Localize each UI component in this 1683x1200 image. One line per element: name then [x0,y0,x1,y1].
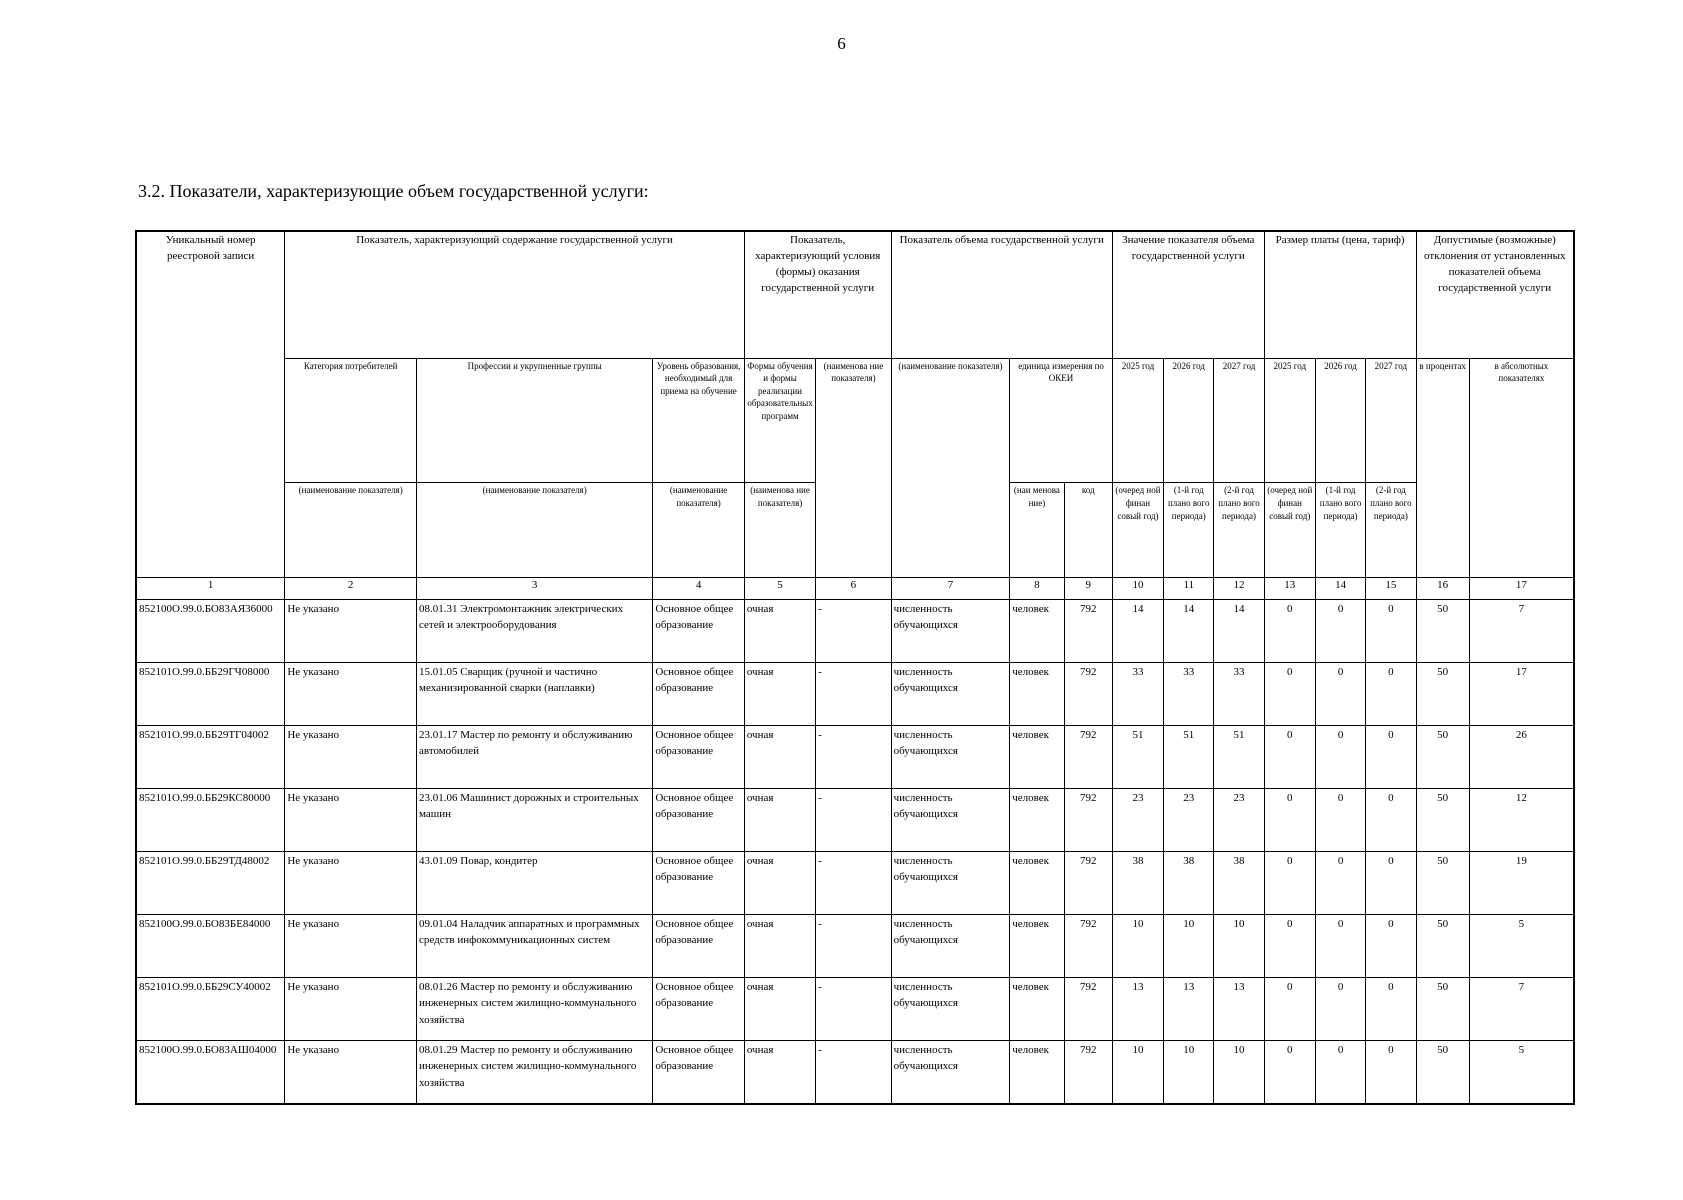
condition-value-cell: - [816,599,891,662]
column-number: 14 [1315,577,1365,599]
value-2026-cell: 10 [1164,1040,1214,1104]
table-row [136,599,1574,662]
column-number: 10 [1112,577,1163,599]
fee-2025-cell: 0 [1264,914,1315,977]
unit-code-cell: 792 [1064,977,1112,1040]
column-number: 11 [1164,577,1214,599]
profession-cell: 08.01.29 Мастер по ремонту и обслуживанию инженерных систем жилищно-коммунального хозяйства [417,1040,653,1104]
value-2027-cell: 51 [1214,725,1264,788]
fee-2027-cell: 0 [1366,977,1416,1040]
deviation-percent-cell: 50 [1416,1040,1469,1104]
fee-2027-cell: 0 [1366,851,1416,914]
indicator-name-cell: численность обучающихся [891,788,1010,851]
column-number: 16 [1416,577,1469,599]
registry-number-cell: 852101О.99.0.ББ29ТД48002 [136,851,285,914]
unit-name-cell: человек [1010,662,1064,725]
category-cell: Не указано [285,788,417,851]
education-level-cell: Основное общее образование [653,599,745,662]
condition-value-cell: - [816,1040,891,1104]
value-2027-cell: 33 [1214,662,1264,725]
header-indicator-value: Значение показателя объема государственной услуги [1112,231,1264,358]
fee-2025-cell: 0 [1264,851,1315,914]
value-2026-cell: 10 [1164,914,1214,977]
registry-number-cell: 852100О.99.0.БО83БЕ84000 [136,914,285,977]
indicator-name-cell: численность обучающихся [891,1040,1010,1104]
subheader-year-2027-fee: 2027 год [1366,358,1416,482]
header-registry-number: Уникальный номер реестровой записи [136,231,285,577]
value-2027-cell: 23 [1214,788,1264,851]
deviation-absolute-cell: 7 [1469,599,1574,662]
deviation-percent-cell: 50 [1416,851,1469,914]
deviation-absolute-cell: 26 [1469,725,1574,788]
header-deviations: Допустимые (возможные) отклонения от установленных показателей объема государственной услуги [1416,231,1574,358]
subheader-period-1-fee: (очеред ной финан совый год) [1264,482,1315,577]
column-number: 13 [1264,577,1315,599]
category-cell: Не указано [285,914,417,977]
page-number: 6 [837,34,846,53]
unit-code-cell: 792 [1064,914,1112,977]
category-cell: Не указано [285,599,417,662]
column-number: 8 [1010,577,1064,599]
value-2027-cell: 13 [1214,977,1264,1040]
subheader-name-6: (наименова ние показателя) [816,358,891,577]
table-row [136,788,1574,851]
subheader-profession: Профессии и укрупненные группы [417,358,653,482]
fee-2027-cell: 0 [1366,914,1416,977]
column-number: 3 [417,577,653,599]
subheader-level: Уровень образования, необходимый для приема на обучение [653,358,745,482]
condition-value-cell: - [816,851,891,914]
table-row [136,662,1574,725]
registry-number-cell: 852101О.99.0.ББ29ГЧ08000 [136,662,285,725]
fee-2026-cell: 0 [1315,788,1365,851]
fee-2026-cell: 0 [1315,662,1365,725]
education-level-cell: Основное общее образование [653,914,745,977]
subheader-code: код [1064,482,1112,577]
condition-value-cell: - [816,914,891,977]
unit-name-cell: человек [1010,599,1064,662]
fee-2026-cell: 0 [1315,1040,1365,1104]
value-2027-cell: 10 [1214,1040,1264,1104]
deviation-absolute-cell: 7 [1469,977,1574,1040]
value-2025-cell: 10 [1112,1040,1163,1104]
deviation-percent-cell: 50 [1416,914,1469,977]
table-row [136,1040,1574,1104]
profession-cell: 23.01.06 Машинист дорожных и строительных машин [417,788,653,851]
registry-number-cell: 852101О.99.0.ББ29КС80000 [136,788,285,851]
header-volume-indicator: Показатель объема государственной услуги [891,231,1112,358]
subheader-name-3: (наименование показателя) [417,482,653,577]
column-number: 4 [653,577,745,599]
fee-2025-cell: 0 [1264,725,1315,788]
deviation-percent-cell: 50 [1416,662,1469,725]
unit-code-cell: 792 [1064,1040,1112,1104]
fee-2025-cell: 0 [1264,788,1315,851]
study-form-cell: очная [744,851,815,914]
subheader-year-2026-fee: 2026 год [1315,358,1365,482]
unit-code-cell: 792 [1064,662,1112,725]
fee-2027-cell: 0 [1366,725,1416,788]
unit-code-cell: 792 [1064,788,1112,851]
value-2027-cell: 38 [1214,851,1264,914]
table-body [136,599,1574,1104]
category-cell: Не указано [285,725,417,788]
study-form-cell: очная [744,788,815,851]
column-number: 9 [1064,577,1112,599]
subheader-name-2: (наименование показателя) [285,482,417,577]
condition-value-cell: - [816,662,891,725]
table-row [136,725,1574,788]
deviation-percent-cell: 50 [1416,788,1469,851]
deviation-absolute-cell: 17 [1469,662,1574,725]
study-form-cell: очная [744,599,815,662]
fee-2026-cell: 0 [1315,725,1365,788]
registry-number-cell: 852100О.99.0.БО83АЯ36000 [136,599,285,662]
header-fee: Размер платы (цена, тариф) [1264,231,1416,358]
category-cell: Не указано [285,977,417,1040]
subheader-category: Категория потребителей [285,358,417,482]
education-level-cell: Основное общее образование [653,977,745,1040]
value-2025-cell: 23 [1112,788,1163,851]
value-2025-cell: 14 [1112,599,1163,662]
unit-name-cell: человек [1010,914,1064,977]
subheader-year-2025-value: 2025 год [1112,358,1163,482]
value-2025-cell: 10 [1112,914,1163,977]
subheader-period-1-value: (очеред ной финан совый год) [1112,482,1163,577]
category-cell: Не указано [285,851,417,914]
education-level-cell: Основное общее образование [653,851,745,914]
column-number: 15 [1366,577,1416,599]
column-number: 5 [744,577,815,599]
subheader-period-2-value: (1-й год плано вого периода) [1164,482,1214,577]
value-2027-cell: 10 [1214,914,1264,977]
indicator-name-cell: численность обучающихся [891,725,1010,788]
deviation-percent-cell: 50 [1416,725,1469,788]
subheader-name-4: (наименование показателя) [653,482,745,577]
profession-cell: 15.01.05 Сварщик (ручной и частично механизированной сварки (наплавки) [417,662,653,725]
indicator-name-cell: численность обучающихся [891,914,1010,977]
deviation-absolute-cell: 19 [1469,851,1574,914]
subheader-unit-name: (наи менова ние) [1010,482,1064,577]
deviation-absolute-cell: 5 [1469,914,1574,977]
column-number: 17 [1469,577,1574,599]
unit-code-cell: 792 [1064,725,1112,788]
category-cell: Не указано [285,662,417,725]
deviation-percent-cell: 50 [1416,977,1469,1040]
table-row [136,977,1574,1040]
column-number: 12 [1214,577,1264,599]
table-row [136,914,1574,977]
value-2025-cell: 38 [1112,851,1163,914]
study-form-cell: очная [744,725,815,788]
subheader-year-2025-fee: 2025 год [1264,358,1315,482]
education-level-cell: Основное общее образование [653,1040,745,1104]
value-2026-cell: 13 [1164,977,1214,1040]
deviation-percent-cell: 50 [1416,599,1469,662]
value-2025-cell: 51 [1112,725,1163,788]
condition-value-cell: - [816,977,891,1040]
study-form-cell: очная [744,914,815,977]
profession-cell: 23.01.17 Мастер по ремонту и обслуживанию автомобилей [417,725,653,788]
deviation-absolute-cell: 12 [1469,788,1574,851]
fee-2026-cell: 0 [1315,914,1365,977]
fee-2025-cell: 0 [1264,662,1315,725]
subheader-period-3-value: (2-й год плано вого периода) [1214,482,1264,577]
value-2026-cell: 38 [1164,851,1214,914]
indicator-name-cell: численность обучающихся [891,599,1010,662]
value-2027-cell: 14 [1214,599,1264,662]
unit-name-cell: человек [1010,977,1064,1040]
profession-cell: 43.01.09 Повар, кондитер [417,851,653,914]
fee-2025-cell: 0 [1264,977,1315,1040]
profession-cell: 08.01.26 Мастер по ремонту и обслуживанию инженерных систем жилищно-коммунального хозяйства [417,977,653,1040]
unit-name-cell: человек [1010,725,1064,788]
study-form-cell: очная [744,1040,815,1104]
unit-code-cell: 792 [1064,851,1112,914]
registry-number-cell: 852101О.99.0.ББ29ТГ04002 [136,725,285,788]
unit-name-cell: человек [1010,788,1064,851]
subheader-period-2-fee: (1-й год плано вого периода) [1315,482,1365,577]
volume-indicators-table [135,230,1575,1105]
fee-2026-cell: 0 [1315,851,1365,914]
fee-2027-cell: 0 [1366,1040,1416,1104]
deviation-absolute-cell: 5 [1469,1040,1574,1104]
value-2026-cell: 33 [1164,662,1214,725]
study-form-cell: очная [744,977,815,1040]
section-title: 3.2. Показатели, характеризующие объем государственной услуги: [138,181,649,201]
header-service-content: Показатель, характеризующий содержание государственной услуги [285,231,745,358]
fee-2026-cell: 0 [1315,977,1365,1040]
profession-cell: 09.01.04 Наладчик аппаратных и программных средств инфокоммуникационных систем [417,914,653,977]
subheader-forms: Формы обучения и формы реализации образовательных программ [744,358,815,482]
subheader-period-3-fee: (2-й год плано вого периода) [1366,482,1416,577]
header-service-conditions: Показатель, характеризующий условия (формы) оказания государственной услуги [744,231,891,358]
column-number: 2 [285,577,417,599]
column-number: 7 [891,577,1010,599]
indicator-name-cell: численность обучающихся [891,662,1010,725]
subheader-name-5: (наименова ние показателя) [744,482,815,577]
education-level-cell: Основное общее образование [653,662,745,725]
category-cell: Не указано [285,1040,417,1104]
fee-2025-cell: 0 [1264,1040,1315,1104]
registry-number-cell: 852100О.99.0.БО83АШ04000 [136,1040,285,1104]
condition-value-cell: - [816,725,891,788]
condition-value-cell: - [816,788,891,851]
unit-name-cell: человек [1010,1040,1064,1104]
fee-2026-cell: 0 [1315,599,1365,662]
value-2025-cell: 13 [1112,977,1163,1040]
fee-2027-cell: 0 [1366,599,1416,662]
study-form-cell: очная [744,662,815,725]
value-2026-cell: 23 [1164,788,1214,851]
indicator-name-cell: численность обучающихся [891,977,1010,1040]
value-2026-cell: 14 [1164,599,1214,662]
indicator-name-cell: численность обучающихся [891,851,1010,914]
column-number: 1 [136,577,285,599]
table-row [136,851,1574,914]
subheader-unit: единица измерения по ОКЕИ [1010,358,1113,482]
registry-number-cell: 852101О.99.0.ББ29СУ40002 [136,977,285,1040]
unit-code-cell: 792 [1064,599,1112,662]
fee-2025-cell: 0 [1264,599,1315,662]
education-level-cell: Основное общее образование [653,788,745,851]
unit-name-cell: человек [1010,851,1064,914]
subheader-year-2026-value: 2026 год [1164,358,1214,482]
fee-2027-cell: 0 [1366,788,1416,851]
education-level-cell: Основное общее образование [653,725,745,788]
subheader-percent: в процентах [1416,358,1469,577]
subheader-absolute: в абсолютных показателях [1469,358,1574,577]
column-numbers-row [136,577,1574,599]
value-2025-cell: 33 [1112,662,1163,725]
fee-2027-cell: 0 [1366,662,1416,725]
column-number: 6 [816,577,891,599]
profession-cell: 08.01.31 Электромонтажник электрических сетей и электрооборудования [417,599,653,662]
subheader-name-7: (наименование показателя) [891,358,1010,577]
value-2026-cell: 51 [1164,725,1214,788]
subheader-year-2027-value: 2027 год [1214,358,1264,482]
